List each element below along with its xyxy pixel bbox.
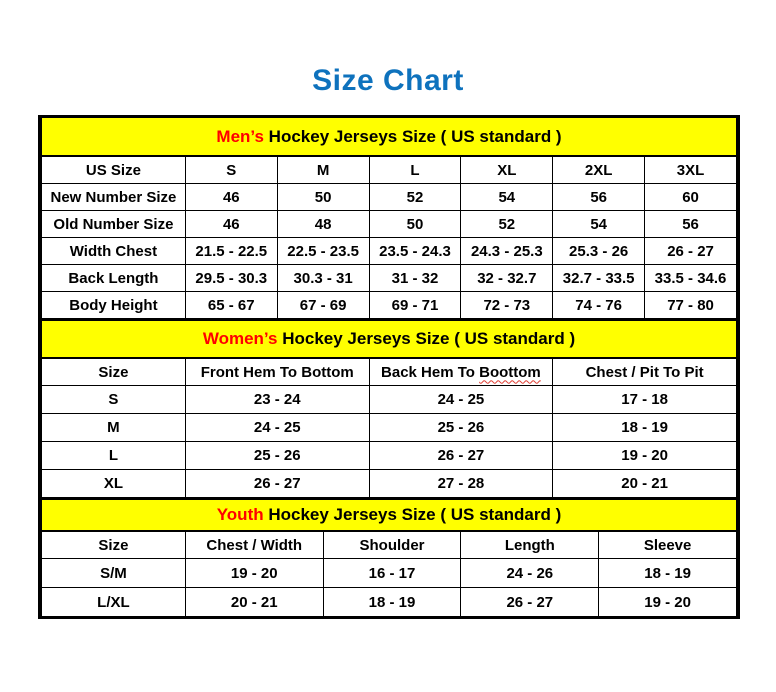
- mens-size-table: [41, 118, 737, 319]
- youth-header-chest-width: Chest / Width: [185, 531, 323, 559]
- size-cell: 56: [553, 184, 645, 211]
- table-row: [42, 470, 737, 498]
- row-label: Width Chest: [42, 238, 186, 265]
- page-title: Size Chart: [312, 64, 464, 97]
- size-cell: 23.5 - 24.3: [369, 238, 461, 265]
- size-cell: 31 - 32: [369, 265, 461, 292]
- size-cell: 26 - 27: [369, 442, 553, 470]
- womens-section-title: [42, 320, 737, 358]
- size-cell: 67 - 69: [277, 292, 369, 319]
- size-cell: 18 - 19: [323, 588, 461, 617]
- youth-header-sleeve: Sleeve: [599, 531, 737, 559]
- womens-header-chest: Chest / Pit To Pit: [553, 358, 737, 386]
- row-label: M: [42, 414, 186, 442]
- size-cell: 19 - 20: [599, 588, 737, 617]
- size-chart-table: [38, 115, 740, 619]
- table-row: [42, 442, 737, 470]
- mens-section-rest: Hockey Jerseys Size ( US standard ): [263, 126, 562, 146]
- mens-header-m: M: [277, 156, 369, 184]
- size-cell: 18 - 19: [599, 559, 737, 588]
- table-row: [42, 211, 737, 238]
- size-cell: 20 - 21: [553, 470, 737, 498]
- row-label: S/M: [42, 559, 186, 588]
- womens-section-rest: Hockey Jerseys Size ( US standard ): [277, 329, 576, 348]
- row-label: New Number Size: [42, 184, 186, 211]
- womens-section-highlight: Women’s: [202, 329, 278, 348]
- row-label: L: [42, 442, 186, 470]
- size-cell: 60: [645, 184, 737, 211]
- table-row: [42, 386, 737, 414]
- youth-header-size: Size: [42, 531, 186, 559]
- youth-header-length: Length: [461, 531, 599, 559]
- table-row: [42, 414, 737, 442]
- table-row: [42, 292, 737, 319]
- size-cell: 26 - 27: [185, 470, 369, 498]
- womens-header-row: [42, 358, 737, 386]
- table-row: [42, 559, 737, 588]
- size-cell: 56: [645, 211, 737, 238]
- size-cell: 19 - 20: [185, 559, 323, 588]
- size-cell: 16 - 17: [323, 559, 461, 588]
- size-cell: 27 - 28: [369, 470, 553, 498]
- size-cell: 24 - 26: [461, 559, 599, 588]
- size-cell: 32.7 - 33.5: [553, 265, 645, 292]
- womens-size-table: [41, 319, 737, 498]
- mens-header-row: [42, 156, 737, 184]
- womens-section-band: [42, 320, 737, 358]
- size-cell: 24 - 25: [369, 386, 553, 414]
- table-row: [42, 184, 737, 211]
- youth-header-shoulder: Shoulder: [323, 531, 461, 559]
- size-cell: 25 - 26: [369, 414, 553, 442]
- size-cell: 18 - 19: [553, 414, 737, 442]
- size-cell: 22.5 - 23.5: [277, 238, 369, 265]
- size-cell: 29.5 - 30.3: [185, 265, 277, 292]
- size-cell: 20 - 21: [185, 588, 323, 617]
- size-cell: 54: [553, 211, 645, 238]
- mens-section-title: [42, 118, 737, 156]
- size-cell: 74 - 76: [553, 292, 645, 319]
- youth-section-rest: Hockey Jerseys Size ( US standard ): [263, 505, 562, 524]
- youth-section-title: [42, 499, 737, 531]
- size-cell: 23 - 24: [185, 386, 369, 414]
- mens-header-s: S: [185, 156, 277, 184]
- size-cell: 24.3 - 25.3: [461, 238, 553, 265]
- size-cell: 19 - 20: [553, 442, 737, 470]
- size-cell: 69 - 71: [369, 292, 461, 319]
- youth-section-band: [42, 499, 737, 531]
- row-label: Old Number Size: [42, 211, 186, 238]
- back-hem-prefix: Back Hem To: [381, 363, 475, 381]
- size-cell: 25.3 - 26: [553, 238, 645, 265]
- size-cell: 77 - 80: [645, 292, 737, 319]
- size-cell: 26 - 27: [461, 588, 599, 617]
- table-row: [42, 238, 737, 265]
- back-hem-typo-word: Boottom: [479, 363, 541, 381]
- youth-header-row: [42, 531, 737, 559]
- size-cell: 50: [277, 184, 369, 211]
- size-cell: 54: [461, 184, 553, 211]
- table-row: [42, 588, 737, 617]
- mens-header-us-size: US Size: [42, 156, 186, 184]
- mens-header-xl: XL: [461, 156, 553, 184]
- mens-header-l: L: [369, 156, 461, 184]
- size-cell: 17 - 18: [553, 386, 737, 414]
- size-cell: 24 - 25: [185, 414, 369, 442]
- row-label: S: [42, 386, 186, 414]
- size-cell: 52: [369, 184, 461, 211]
- size-cell: 25 - 26: [185, 442, 369, 470]
- size-cell: 30.3 - 31: [277, 265, 369, 292]
- womens-header-front-hem: Front Hem To Bottom: [185, 358, 369, 386]
- row-label: Body Height: [42, 292, 186, 319]
- row-label: L/XL: [42, 588, 186, 617]
- size-cell: 50: [369, 211, 461, 238]
- mens-header-2xl: 2XL: [553, 156, 645, 184]
- youth-section-highlight: Youth: [216, 505, 264, 524]
- size-cell: 26 - 27: [645, 238, 737, 265]
- size-cell: 48: [277, 211, 369, 238]
- womens-header-back-hem: [369, 358, 553, 386]
- size-cell: 32 - 32.7: [461, 265, 553, 292]
- mens-section-highlight: Men’s: [216, 126, 264, 146]
- table-row: [42, 265, 737, 292]
- row-label: XL: [42, 470, 186, 498]
- mens-header-3xl: 3XL: [645, 156, 737, 184]
- youth-size-table: [41, 498, 737, 616]
- row-label: Back Length: [42, 265, 186, 292]
- size-cell: 33.5 - 34.6: [645, 265, 737, 292]
- size-cell: 46: [185, 211, 277, 238]
- size-cell: 46: [185, 184, 277, 211]
- womens-header-size: Size: [42, 358, 186, 386]
- size-cell: 65 - 67: [185, 292, 277, 319]
- size-cell: 72 - 73: [461, 292, 553, 319]
- mens-section-band: [42, 118, 737, 156]
- size-cell: 21.5 - 22.5: [185, 238, 277, 265]
- size-cell: 52: [461, 211, 553, 238]
